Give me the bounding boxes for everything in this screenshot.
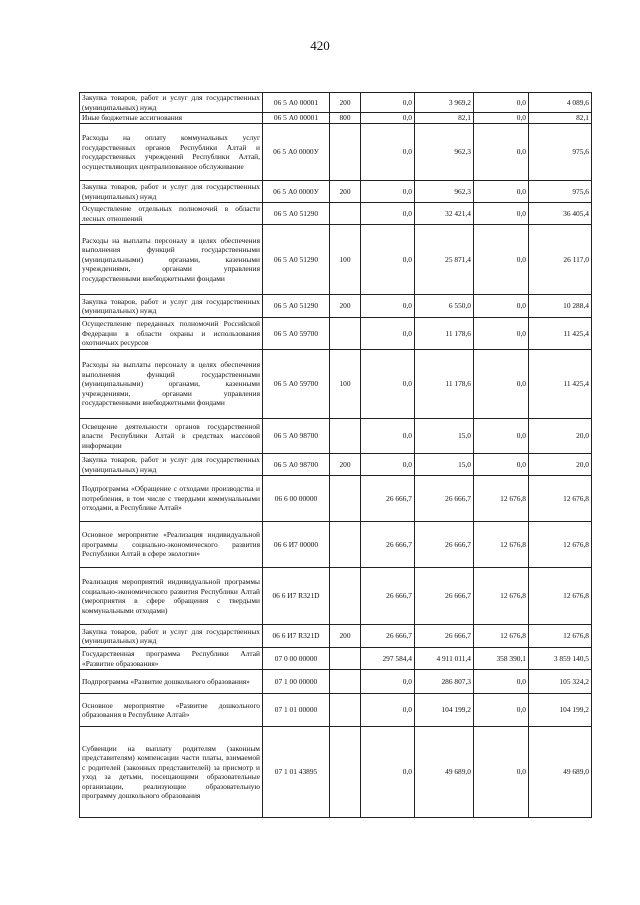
target-code-cell: 06 5 А0 00001 <box>263 113 330 124</box>
amount-cell-1: 0,0 <box>361 113 415 124</box>
amount-cell-3: 12 676,8 <box>474 568 529 625</box>
row-name-cell: Расходы на выплаты персоналу в целях обеспечения выполнения функций государственными (муниципальными) органами, казенными учреждениями, органами управления государственными внебюджетными фондами <box>80 225 263 295</box>
amount-cell-2: 11 178,6 <box>415 318 474 350</box>
amount-cell-3: 0,0 <box>474 113 529 124</box>
amount-cell-4: 12 676,8 <box>529 625 592 648</box>
amount-cell-3: 0,0 <box>474 694 529 727</box>
amount-cell-3: 0,0 <box>474 93 529 113</box>
expense-type-cell <box>330 648 361 670</box>
amount-cell-4: 20,0 <box>529 454 592 476</box>
target-code-cell: 07 1 01 00000 <box>263 694 330 727</box>
amount-cell-1: 0,0 <box>361 454 415 476</box>
amount-cell-3: 12 676,8 <box>474 625 529 648</box>
amount-cell-4: 975,6 <box>529 181 592 203</box>
target-code-cell: 06 6 И7 R321D <box>263 568 330 625</box>
amount-cell-3: 0,0 <box>474 454 529 476</box>
amount-cell-3: 0,0 <box>474 203 529 225</box>
amount-cell-1: 0,0 <box>361 318 415 350</box>
expense-type-cell: 200 <box>330 181 361 203</box>
amount-cell-3: 0,0 <box>474 225 529 295</box>
row-name-cell: Расходы на оплату коммунальных услуг государственных органов Республики Алтай и государственных учреждений Республики Алтай, осуществляющих централизованное обслуживание <box>80 124 263 181</box>
target-code-cell: 06 5 А0 98700 <box>263 419 330 454</box>
budget-table <box>79 92 592 818</box>
row-name-cell: Закупка товаров, работ и услуг для государственных (муниципальных) нужд <box>80 625 263 648</box>
table-row <box>80 203 592 225</box>
amount-cell-4: 3 859 140,5 <box>529 648 592 670</box>
amount-cell-4: 4 089,6 <box>529 93 592 113</box>
amount-cell-2: 49 689,0 <box>415 727 474 818</box>
amount-cell-2: 25 871,4 <box>415 225 474 295</box>
budget-table-body <box>80 93 592 818</box>
target-code-cell: 07 1 01 43895 <box>263 727 330 818</box>
amount-cell-2: 962,3 <box>415 181 474 203</box>
amount-cell-4: 104 199,2 <box>529 694 592 727</box>
amount-cell-2: 15,0 <box>415 454 474 476</box>
expense-type-cell <box>330 476 361 522</box>
row-name-cell: Расходы на выплаты персоналу в целях обеспечения выполнения функций государственными (муниципальными) органами, казенными учреждениями, органами управления государственными внебюджетными фондами <box>80 350 263 419</box>
row-name-cell: Освещение деятельности органов государственной власти Республики Алтай в средствах массовой информации <box>80 419 263 454</box>
target-code-cell: 06 5 А0 98700 <box>263 454 330 476</box>
expense-type-cell: 200 <box>330 625 361 648</box>
amount-cell-2: 104 199,2 <box>415 694 474 727</box>
amount-cell-4: 20,0 <box>529 419 592 454</box>
amount-cell-1: 297 584,4 <box>361 648 415 670</box>
amount-cell-2: 32 421,4 <box>415 203 474 225</box>
amount-cell-2: 26 666,7 <box>415 625 474 648</box>
amount-cell-1: 26 666,7 <box>361 476 415 522</box>
amount-cell-4: 105 324,2 <box>529 670 592 694</box>
expense-type-cell <box>330 568 361 625</box>
amount-cell-3: 0,0 <box>474 295 529 318</box>
amount-cell-1: 0,0 <box>361 295 415 318</box>
table-row <box>80 625 592 648</box>
amount-cell-1: 0,0 <box>361 93 415 113</box>
row-name-cell: Подпрограмма «Развитие дошкольного образования» <box>80 670 263 694</box>
row-name-cell: Осуществление переданных полномочий Российской Федерации в области охраны и использования охотничьих ресурсов <box>80 318 263 350</box>
expense-type-cell <box>330 670 361 694</box>
target-code-cell: 06 6 И7 R321D <box>263 625 330 648</box>
amount-cell-4: 12 676,8 <box>529 476 592 522</box>
amount-cell-4: 975,6 <box>529 124 592 181</box>
amount-cell-2: 4 911 011,4 <box>415 648 474 670</box>
page-number: 420 <box>310 38 330 53</box>
expense-type-cell: 100 <box>330 225 361 295</box>
amount-cell-3: 0,0 <box>474 727 529 818</box>
target-code-cell: 06 6 00 00000 <box>263 476 330 522</box>
target-code-cell: 07 0 00 00000 <box>263 648 330 670</box>
table-row <box>80 350 592 419</box>
expense-type-cell <box>330 522 361 568</box>
amount-cell-1: 0,0 <box>361 727 415 818</box>
target-code-cell: 06 5 А0 0000У <box>263 124 330 181</box>
table-row <box>80 295 592 318</box>
table-row <box>80 522 592 568</box>
target-code-cell: 06 5 А0 51290 <box>263 295 330 318</box>
table-row <box>80 93 592 113</box>
row-name-cell: Субвенции на выплату родителям (законным представителям) компенсации части платы, взимаемой с родителей (законных представителей) за присмотр и уход за детьми, посещающими образовательные организации, реализующие образовательную программу дошкольного образования <box>80 727 263 818</box>
target-code-cell: 06 5 А0 59700 <box>263 350 330 419</box>
row-name-cell: Осуществление отдельных полномочий в области лесных отношений <box>80 203 263 225</box>
target-code-cell: 06 5 А0 00001 <box>263 93 330 113</box>
amount-cell-1: 26 666,7 <box>361 625 415 648</box>
amount-cell-2: 26 666,7 <box>415 476 474 522</box>
expense-type-cell <box>330 203 361 225</box>
amount-cell-1: 0,0 <box>361 203 415 225</box>
table-row <box>80 670 592 694</box>
target-code-cell: 06 5 А0 51290 <box>263 225 330 295</box>
amount-cell-2: 962,3 <box>415 124 474 181</box>
expense-type-cell: 200 <box>330 93 361 113</box>
amount-cell-2: 26 666,7 <box>415 568 474 625</box>
amount-cell-4: 12 676,8 <box>529 568 592 625</box>
amount-cell-3: 0,0 <box>474 181 529 203</box>
table-row <box>80 476 592 522</box>
table-row <box>80 124 592 181</box>
amount-cell-1: 0,0 <box>361 419 415 454</box>
expense-type-cell: 100 <box>330 350 361 419</box>
expense-type-cell <box>330 419 361 454</box>
target-code-cell: 06 5 А0 51290 <box>263 203 330 225</box>
expense-type-cell <box>330 727 361 818</box>
amount-cell-3: 358 390,1 <box>474 648 529 670</box>
target-code-cell: 06 5 А0 0000У <box>263 181 330 203</box>
amount-cell-2: 286 807,3 <box>415 670 474 694</box>
table-row <box>80 318 592 350</box>
amount-cell-4: 49 689,0 <box>529 727 592 818</box>
amount-cell-4: 36 405,4 <box>529 203 592 225</box>
row-name-cell: Закупка товаров, работ и услуг для государственных (муниципальных) нужд <box>80 93 263 113</box>
table-row <box>80 419 592 454</box>
table-row <box>80 181 592 203</box>
table-row <box>80 225 592 295</box>
amount-cell-3: 0,0 <box>474 318 529 350</box>
table-row <box>80 113 592 124</box>
amount-cell-3: 12 676,8 <box>474 476 529 522</box>
expense-type-cell: 800 <box>330 113 361 124</box>
amount-cell-1: 0,0 <box>361 225 415 295</box>
amount-cell-3: 12 676,8 <box>474 522 529 568</box>
row-name-cell: Основное мероприятие «Развитие дошкольного образования в Республике Алтай» <box>80 694 263 727</box>
table-row <box>80 727 592 818</box>
amount-cell-1: 26 666,7 <box>361 568 415 625</box>
target-code-cell: 06 5 А0 59700 <box>263 318 330 350</box>
expense-type-cell: 200 <box>330 295 361 318</box>
expense-type-cell <box>330 318 361 350</box>
amount-cell-1: 0,0 <box>361 694 415 727</box>
amount-cell-2: 11 178,6 <box>415 350 474 419</box>
target-code-cell: 07 1 00 00000 <box>263 670 330 694</box>
amount-cell-3: 0,0 <box>474 124 529 181</box>
row-name-cell: Закупка товаров, работ и услуг для государственных (муниципальных) нужд <box>80 181 263 203</box>
amount-cell-2: 15,0 <box>415 419 474 454</box>
table-row <box>80 454 592 476</box>
table-row <box>80 694 592 727</box>
amount-cell-4: 12 676,8 <box>529 522 592 568</box>
amount-cell-1: 26 666,7 <box>361 522 415 568</box>
expense-type-cell: 200 <box>330 454 361 476</box>
amount-cell-2: 82,1 <box>415 113 474 124</box>
amount-cell-3: 0,0 <box>474 350 529 419</box>
row-name-cell: Реализация мероприятий индивидуальной программы социально-экономического развития Республики Алтай (мероприятия в сфере обращения с твердыми коммунальными отходами) <box>80 568 263 625</box>
amount-cell-3: 0,0 <box>474 419 529 454</box>
table-row <box>80 568 592 625</box>
amount-cell-2: 26 666,7 <box>415 522 474 568</box>
row-name-cell: Государственная программа Республики Алтай «Развитие образования» <box>80 648 263 670</box>
amount-cell-3: 0,0 <box>474 670 529 694</box>
amount-cell-2: 3 969,2 <box>415 93 474 113</box>
amount-cell-1: 0,0 <box>361 350 415 419</box>
amount-cell-4: 11 425,4 <box>529 318 592 350</box>
row-name-cell: Иные бюджетные ассигнования <box>80 113 263 124</box>
amount-cell-2: 6 550,0 <box>415 295 474 318</box>
amount-cell-4: 82,1 <box>529 113 592 124</box>
row-name-cell: Основное мероприятие «Реализация индивидуальной программы социально-экономического развития Республики Алтай в сфере экологии» <box>80 522 263 568</box>
amount-cell-1: 0,0 <box>361 124 415 181</box>
expense-type-cell <box>330 694 361 727</box>
expense-type-cell <box>330 124 361 181</box>
amount-cell-1: 0,0 <box>361 181 415 203</box>
amount-cell-4: 10 288,4 <box>529 295 592 318</box>
target-code-cell: 06 6 И7 00000 <box>263 522 330 568</box>
amount-cell-4: 26 117,0 <box>529 225 592 295</box>
row-name-cell: Закупка товаров, работ и услуг для государственных (муниципальных) нужд <box>80 454 263 476</box>
amount-cell-4: 11 425,4 <box>529 350 592 419</box>
amount-cell-1: 0,0 <box>361 670 415 694</box>
row-name-cell: Подпрограмма «Обращение с отходами производства и потребления, в том числе с твердыми коммунальными отходами, в Республике Алтай» <box>80 476 263 522</box>
table-row <box>80 648 592 670</box>
row-name-cell: Закупка товаров, работ и услуг для государственных (муниципальных) нужд <box>80 295 263 318</box>
